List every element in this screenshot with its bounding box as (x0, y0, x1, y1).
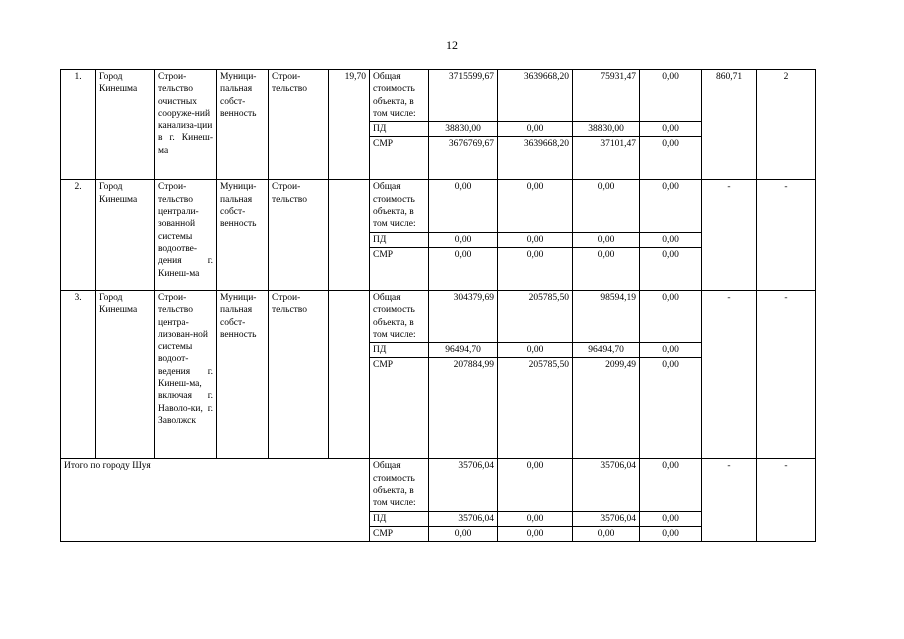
cell-value: 0,00 (498, 247, 573, 290)
cell-value: 0,00 (640, 511, 702, 526)
cell-value: 0,00 (498, 122, 573, 137)
row-work-type: Строи-тельство (269, 180, 329, 290)
sub-label: ПД (370, 122, 429, 137)
row-work-type: Строи-тельство (269, 290, 329, 458)
cell-value: 0,00 (498, 343, 573, 358)
cell-value: 0,00 (640, 526, 702, 541)
row-object-name: Строи-тельство очистных сооруже-ний канализа-ции в г. Кинеш-ма (155, 70, 217, 180)
cell-value: 0,00 (429, 232, 498, 247)
row-capacity (329, 290, 370, 458)
row-capacity (329, 180, 370, 290)
cell-value: 3715599,67 (429, 70, 498, 122)
sub-label: Общая стоимость объекта, в том числе: (370, 180, 429, 232)
cell-value: 0,00 (640, 247, 702, 290)
cell-value: 98594,19 (573, 290, 640, 342)
sub-label: СМР (370, 137, 429, 180)
row-place: Город Кинешма (96, 180, 155, 290)
cell-value: 0,00 (640, 232, 702, 247)
cell-value: 35706,04 (429, 459, 498, 511)
sub-label: ПД (370, 511, 429, 526)
cell-value: 0,00 (573, 180, 640, 232)
cell-value: 0,00 (640, 343, 702, 358)
row-number: 2. (61, 180, 96, 290)
row-place: Город Кинешма (96, 70, 155, 180)
row-object-name: Строи-тельство центра-лизован-ной системы водоот-ведения г. Кинеш-ма, включая г. Наволо-ки, г. Заволжск (155, 290, 217, 458)
cell-value: 0,00 (640, 70, 702, 122)
cell-value: 0,00 (640, 459, 702, 511)
sub-label: Общая стоимость объекта, в том числе: (370, 290, 429, 342)
row-ownership: Муници-пальная собст-венность (217, 180, 269, 290)
table-row (61, 70, 816, 122)
cell-value: 3676769,67 (429, 137, 498, 180)
row-work-type: Строи-тельство (269, 70, 329, 180)
cell-value: 0,00 (429, 180, 498, 232)
table-row (61, 290, 816, 342)
cell-value: 0,00 (640, 122, 702, 137)
cell-value: 37101,47 (573, 137, 640, 180)
row-object-name: Строи-тельство централи-зованной системы водоотве-дения г. Кинеш-ма (155, 180, 217, 290)
page-number: 12 (446, 38, 458, 52)
cell-value: 0,00 (640, 180, 702, 232)
cell-value: 0,00 (498, 511, 573, 526)
row-ownership: Муници-пальная собст-венность (217, 70, 269, 180)
cell-value: 0,00 (640, 358, 702, 459)
cell-value: 0,00 (640, 290, 702, 342)
sub-label: ПД (370, 232, 429, 247)
sub-label: СМР (370, 526, 429, 541)
row-number: 1. (61, 70, 96, 180)
cell-value: 0,00 (573, 232, 640, 247)
sub-label: СМР (370, 358, 429, 459)
sub-label: Общая стоимость объекта, в том числе: (370, 459, 429, 511)
cell-value: 75931,47 (573, 70, 640, 122)
cell-value: 0,00 (498, 180, 573, 232)
cell-value: 207884,99 (429, 358, 498, 459)
cell-value: 3639668,20 (498, 137, 573, 180)
cell-value: 96494,70 (573, 343, 640, 358)
cell-value: 304379,69 (429, 290, 498, 342)
cell-value: 3639668,20 (498, 70, 573, 122)
row-extra-1: - (702, 459, 757, 542)
cell-value: 0,00 (498, 526, 573, 541)
cell-value: 0,00 (498, 232, 573, 247)
row-extra-2: - (757, 459, 816, 542)
cell-value: 2099,49 (573, 358, 640, 459)
cell-value: 38830,00 (429, 122, 498, 137)
cell-value: 0,00 (640, 137, 702, 180)
sub-label: Общая стоимость объекта, в том числе: (370, 70, 429, 122)
cell-value: 35706,04 (429, 511, 498, 526)
cell-value: 35706,04 (573, 511, 640, 526)
cell-value: 38830,00 (573, 122, 640, 137)
cell-value: 0,00 (573, 247, 640, 290)
row-capacity: 19,70 (329, 70, 370, 180)
cell-value: 35706,04 (573, 459, 640, 511)
cell-value: 205785,50 (498, 358, 573, 459)
cell-value: 0,00 (429, 247, 498, 290)
sub-label: СМР (370, 247, 429, 290)
cell-value: 0,00 (573, 526, 640, 541)
table-row-total (61, 459, 816, 511)
cell-value: 0,00 (429, 526, 498, 541)
investment-table (60, 69, 816, 542)
row-extra-1: - (702, 180, 757, 290)
total-label: Итого по городу Шуя (61, 459, 370, 542)
row-extra-1: 860,71 (702, 70, 757, 180)
row-ownership: Муници-пальная собст-венность (217, 290, 269, 458)
row-extra-2: - (757, 180, 816, 290)
cell-value: 205785,50 (498, 290, 573, 342)
row-extra-2: - (757, 290, 816, 458)
row-extra-2: 2 (757, 70, 816, 180)
row-place: Город Кинешма (96, 290, 155, 458)
row-extra-1: - (702, 290, 757, 458)
row-number: 3. (61, 290, 96, 458)
cell-value: 96494,70 (429, 343, 498, 358)
cell-value: 0,00 (498, 459, 573, 511)
sub-label: ПД (370, 343, 429, 358)
table-row (61, 180, 816, 232)
